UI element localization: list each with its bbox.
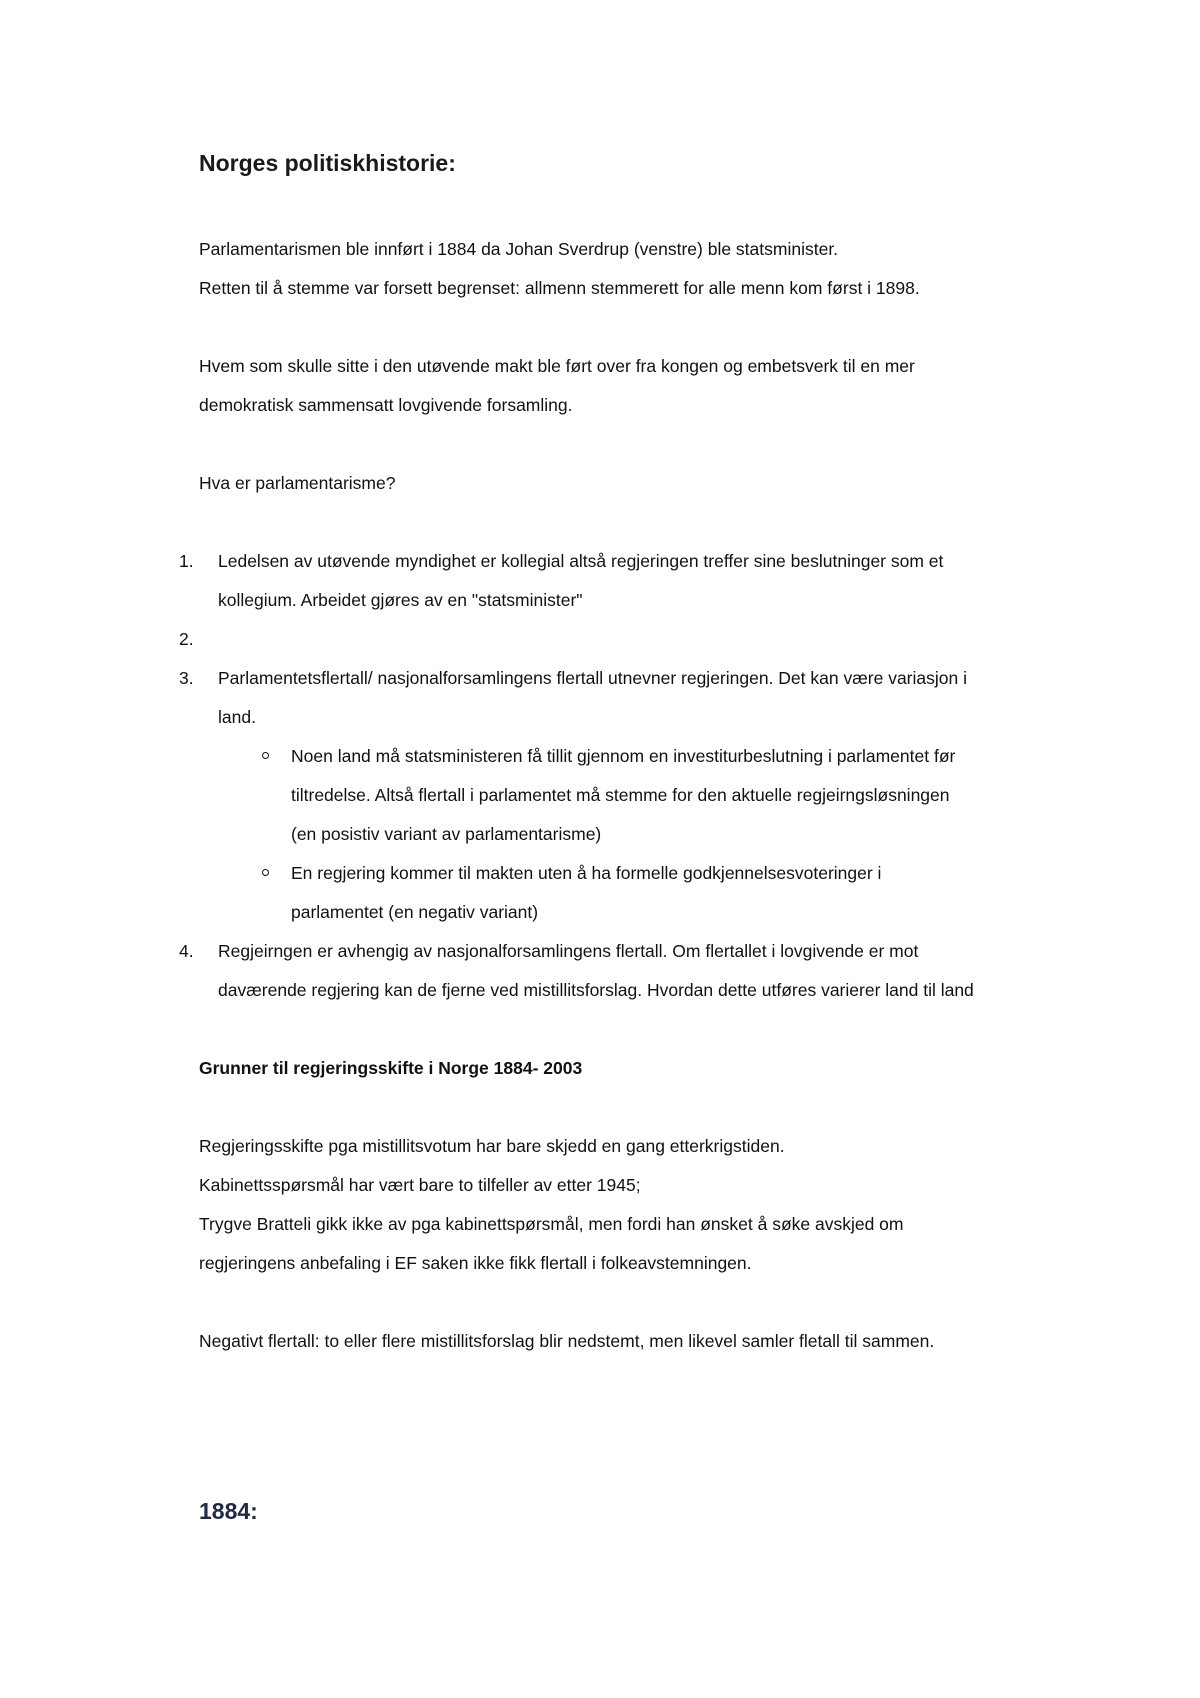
intro-line-1: Parlamentarismen ble innført i 1884 da Johan Sverdrup (venstre) ble statsminister.	[199, 239, 839, 259]
list-number: 1.	[179, 551, 194, 571]
list-item-1	[179, 542, 1079, 620]
paragraph-3-line-3: Trygve Bratteli gikk ikke av pga kabinettspørsmål, men fordi han ønsket å søke avskjed om	[199, 1214, 904, 1234]
list-item-2	[179, 620, 1079, 659]
paragraph-2-line-1: Hvem som skulle sitte i den utøvende makt ble ført over fra kongen og embetsverk til en mer	[199, 356, 915, 376]
sub-item-1-line-1: Noen land må statsministeren få tillit gjennom en investiturbeslutning i parlamentet før	[291, 746, 956, 766]
spacer	[199, 1283, 1079, 1322]
document-body	[179, 146, 1079, 1361]
spacer	[199, 1088, 1079, 1127]
list-number: 3.	[179, 668, 194, 688]
list-item-3-line-2: land.	[218, 707, 256, 727]
sub-item-2-line-1: En regjering kommer til makten uten å ha formelle godkjennelsesvoteringer i	[291, 863, 882, 883]
spacer	[199, 425, 1079, 464]
paragraph-2-line-2: demokratisk sammensatt lovgivende forsamling.	[199, 395, 573, 415]
paragraph-4: Negativt flertall: to eller flere mistillitsforslag blir nedstemt, men likevel samler fletall til sammen.	[199, 1331, 935, 1351]
sub-item-1-line-3: (en posistiv variant av parlamentarisme)	[291, 824, 602, 844]
spacer	[199, 1010, 1079, 1049]
spacer	[199, 308, 1079, 347]
list-item-1-line-2: kollegium. Arbeidet gjøres av en "statsminister"	[218, 590, 583, 610]
sub-item-2-line-2: parlamentet (en negativ variant)	[291, 902, 539, 922]
sub-list-item-1	[291, 737, 1079, 854]
circle-bullet-icon	[262, 869, 269, 876]
question-line: Hva er parlamentarisme?	[199, 473, 396, 493]
sub-item-1-line-2: tiltredelse. Altså flertall i parlamentet må stemme for den aktuelle regjeirngsløsningen	[291, 785, 950, 805]
document-title: Norges politiskhistorie:	[199, 150, 456, 176]
list-item-4	[179, 932, 1079, 1010]
numbered-list	[179, 542, 1079, 1010]
paragraph-3-line-2: Kabinettsspørsmål har vært bare to tilfeller av etter 1945;	[199, 1175, 641, 1195]
intro-line-2: Retten til å stemme var forsett begrenset: allmenn stemmerett for alle menn kom først i 1898.	[199, 278, 920, 298]
sub-list-item-2	[291, 854, 1079, 932]
paragraph-3-line-1: Regjeringsskifte pga mistillitsvotum har bare skjedd en gang etterkrigstiden.	[199, 1136, 785, 1156]
sub-list	[218, 737, 1079, 932]
section-subheading: Grunner til regjeringsskifte i Norge 1884- 2003	[199, 1058, 583, 1078]
list-number: 4.	[179, 941, 194, 961]
circle-bullet-icon	[262, 752, 269, 759]
list-item-3-line-1: Parlamentetsflertall/ nasjonalforsamlingens flertall utnevner regjeringen. Det kan være variasjon i	[218, 668, 967, 688]
spacer	[199, 503, 1079, 542]
list-item-4-line-2: daværende regjering kan de fjerne ved mistillitsforslag. Hvordan dette utføres varierer land til land	[218, 980, 974, 1000]
list-item-1-line-1: Ledelsen av utøvende myndighet er kollegial altså regjeringen treffer sine beslutninger som et	[218, 551, 944, 571]
list-item-4-line-1: Regjeirngen er avhengig av nasjonalforsamlingens flertall. Om flertallet i lovgivende er mot	[218, 941, 919, 961]
list-item-2-empty	[218, 620, 1079, 659]
list-number: 2.	[179, 629, 194, 649]
year-heading: 1884:	[199, 1498, 258, 1524]
list-item-3	[179, 659, 1079, 932]
paragraph-3-line-4: regjeringens anbefaling i EF saken ikke fikk flertall i folkeavstemningen.	[199, 1253, 752, 1273]
